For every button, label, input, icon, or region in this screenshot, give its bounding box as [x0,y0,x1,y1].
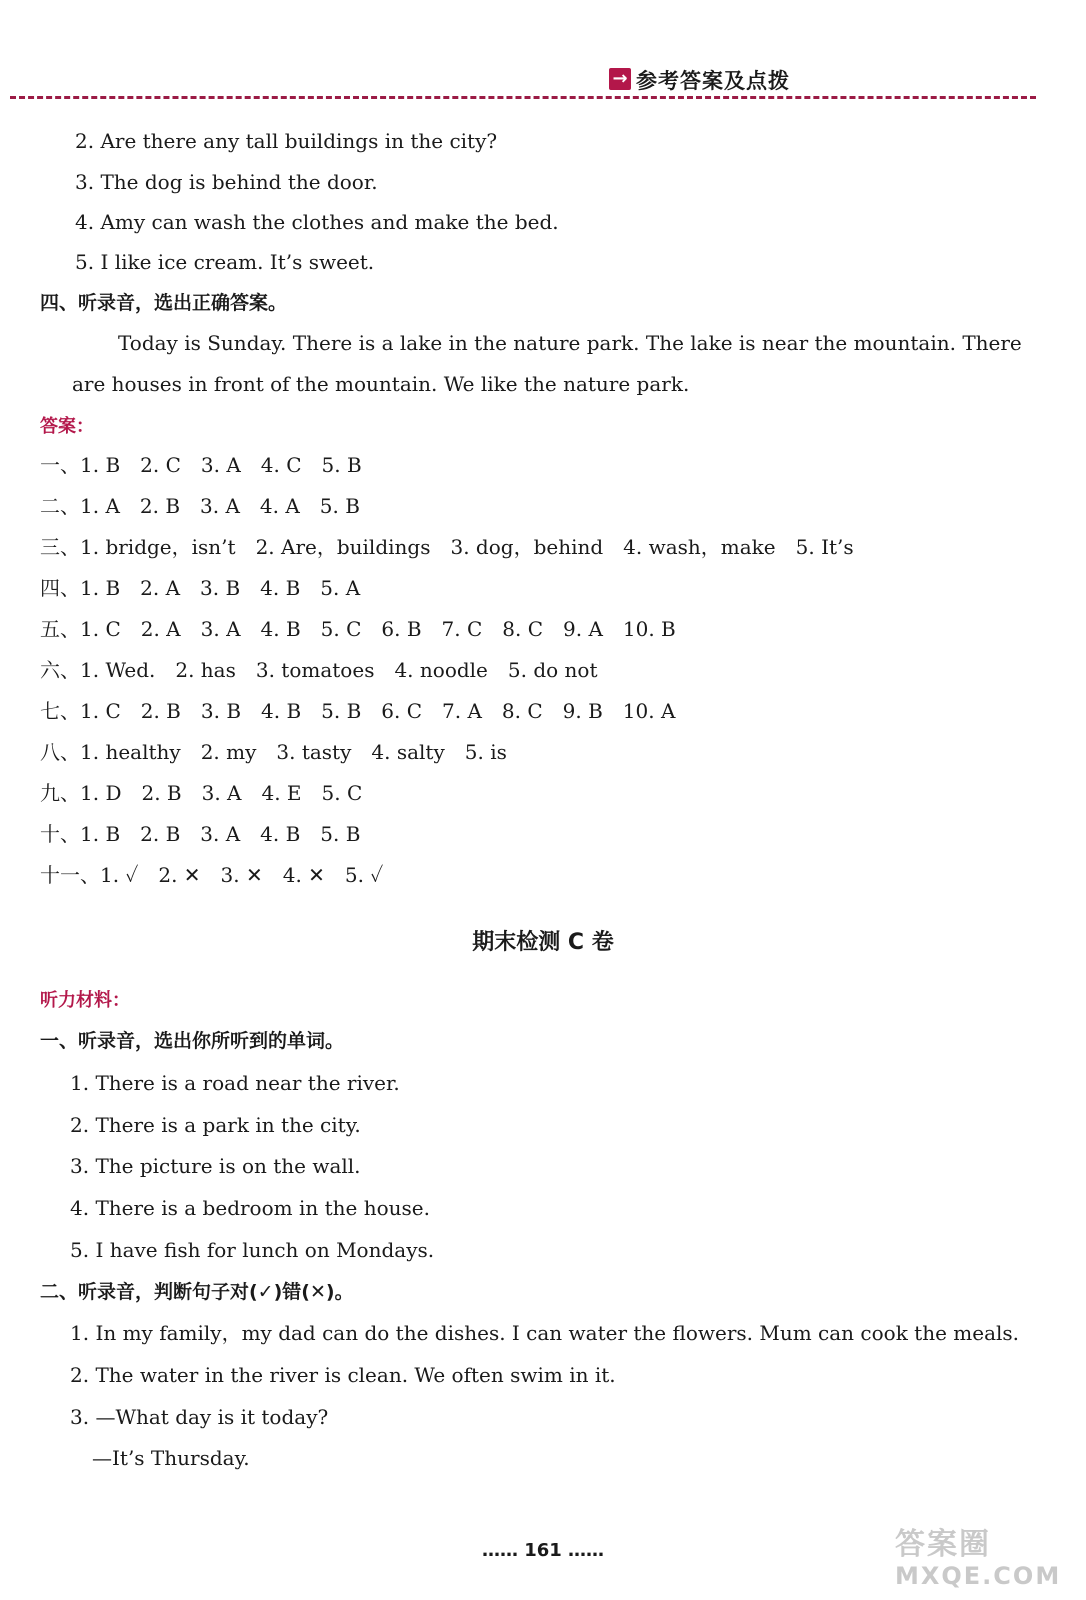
listening-line: 5. I have fish for lunch on Mondays. [70,1238,435,1262]
header-title: 参考答案及点拨 [636,69,790,93]
answer-row: 七、1. C 2. B 3. B 4. B 5. B 6. C 7. A 8. C 9. B 10. A [40,699,676,723]
listening-line: 4. There is a bedroom in the house. [70,1196,430,1220]
page-header [0,60,1086,104]
page-number: …… 161 …… [481,1540,605,1561]
answer-row: 四、1. B 2. A 3. B 4. B 5. A [40,576,361,600]
listening-line: 2. Are there any tall buildings in the city? [75,129,498,153]
passage-line: Today is Sunday. There is a lake in the nature park. The lake is near the mountain. There [118,331,1022,355]
answers-label: 答案： [40,416,94,437]
listening-label: 听力材料： [40,990,130,1011]
listening-line: 1. In my family，my dad can do the dishes. I can water the flowers. Mum can cook the meals. [70,1321,1020,1345]
passage-line: are houses in front of the mountain. We like the nature park. [72,372,690,396]
answer-row: 八、1. healthy 2. my 3. tasty 4. salty 5. is [40,740,507,764]
listening-line: 2. The water in the river is clean. We often swim in it. [70,1363,616,1387]
listening-line: 5. I like ice cream. It’s sweet. [75,250,375,274]
listening-line: —It’s Thursday. [92,1446,250,1470]
listening-line: 4. Amy can wash the clothes and make the bed. [75,210,559,234]
arrow-icon: → [609,68,631,90]
answer-row: 五、1. C 2. A 3. A 4. B 5. C 6. B 7. C 8. C 9. A 10. B [40,617,676,641]
listening-line: 3. —What day is it today? [70,1405,329,1429]
answer-row: 十一、1. ✓ 2. ✕ 3. ✕ 4. ✕ 5. ✓ [40,863,384,887]
listening-line: 3. The picture is on the wall. [70,1154,361,1178]
answer-row: 一、1. B 2. C 3. A 4. C 5. B [40,453,362,477]
listening-line: 2. There is a park in the city. [70,1113,361,1137]
section-heading: 四、听录音，选出正确答案。 [40,292,288,314]
answer-row: 二、1. A 2. B 3. A 4. A 5. B [40,494,360,518]
header-divider [10,96,1036,99]
answer-row: 六、1. Wed. 2. has 3. tomatoes 4. noodle 5. do not [40,658,598,682]
part-heading: 二、听录音，判断句子对(✓)错(✕)。 [40,1281,354,1303]
listening-line: 1. There is a road near the river. [70,1071,400,1095]
watermark-text: 答案圈 [895,1527,991,1562]
part-heading: 一、听录音，选出你所听到的单词。 [40,1030,345,1052]
answer-row: 十、1. B 2. B 3. A 4. B 5. B [40,822,361,846]
watermark-url: MXQE.COM [895,1562,1062,1590]
answer-row: 三、1. bridge，isn’t 2. Are，buildings 3. dog，behind 4. wash，make 5. It’s [40,535,854,559]
watermark-logo [895,1528,1065,1594]
listening-line: 3. The dog is behind the door. [75,170,378,194]
section-title: 期末检测 C 卷 [472,930,614,955]
answer-row: 九、1. D 2. B 3. A 4. E 5. C [40,781,363,805]
